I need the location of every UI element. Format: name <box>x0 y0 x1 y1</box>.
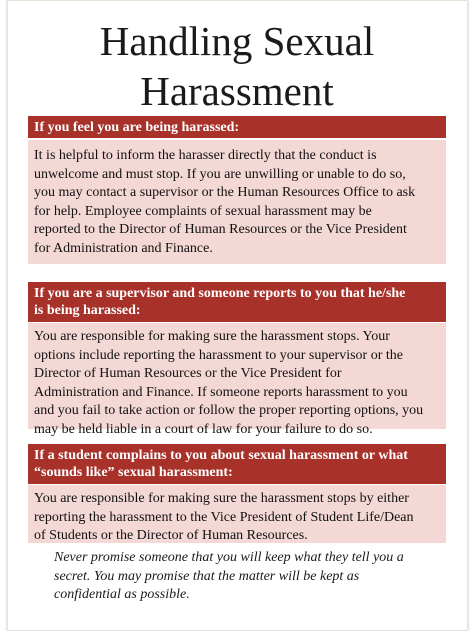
section-2-body-line: You are responsible for making sure the harassment stops. Your <box>34 329 390 344</box>
section-2-body-line: and you fail to take action or follow the proper reporting options, you <box>34 403 424 418</box>
section-2-heading <box>28 282 446 322</box>
section-2-body-line: options include reporting the harassment to your supervisor or the <box>34 347 403 363</box>
section-2-heading-line: is being harassed: <box>34 303 141 318</box>
section-1-body-line: for Administration and Finance. <box>34 240 213 256</box>
confidentiality-note <box>54 549 450 605</box>
page-title-line-1: Handling Sexual <box>99 18 375 64</box>
section-2-body-line: Administration and Finance. If someone reports harassment to you <box>34 384 408 400</box>
section-2-body-line: Director of Human Resources or the Vice President for <box>34 366 342 381</box>
section-1-body-line: unwelcome and must stop. If you are unwilling or unable to do so, <box>34 166 406 182</box>
note-line: confidential as possible. <box>54 587 190 602</box>
note-line: secret. You may promise that the matter will be kept as <box>54 568 360 584</box>
section-1-body-line: you may contact a supervisor or the Human Resources Office to ask <box>34 185 416 200</box>
section-1-body-line: It is helpful to inform the harasser directly that the conduct is <box>34 148 377 163</box>
section-2-body-line: may be held liable in a court of law for your failure to do so. <box>34 421 373 437</box>
section-3-body-line: reporting the harassment to the Vice President of Student Life/Dean <box>34 509 414 525</box>
section-1-heading <box>28 116 446 138</box>
page-title-line-2: Harassment <box>140 68 334 114</box>
section-3-body <box>28 485 446 543</box>
section-3-body-line: You are responsible for making sure the harassment stops by either <box>34 491 409 506</box>
section-3-heading-line: “sounds like” sexual harassment: <box>34 465 233 480</box>
section-1-body-line: reported to the Director of Human Resources or the Vice President <box>34 222 407 237</box>
section-1-body-line: for help. Employee complaints of sexual harassment may be <box>34 203 372 219</box>
section-3-heading <box>28 444 446 484</box>
section-1-heading-line: If you feel you are being harassed: <box>34 120 240 135</box>
section-3-body-line: of Students or the Director of Human Resources. <box>34 528 308 543</box>
note-line: Never promise someone that you will keep what they tell you a <box>54 550 404 565</box>
section-2-heading-line: If you are a supervisor and someone reports to you that he/she <box>34 286 406 301</box>
section-3-heading-line: If a student complains to you about sexual harassment or what <box>34 448 408 463</box>
section-2-body <box>28 323 446 437</box>
section-1-body <box>28 140 446 264</box>
